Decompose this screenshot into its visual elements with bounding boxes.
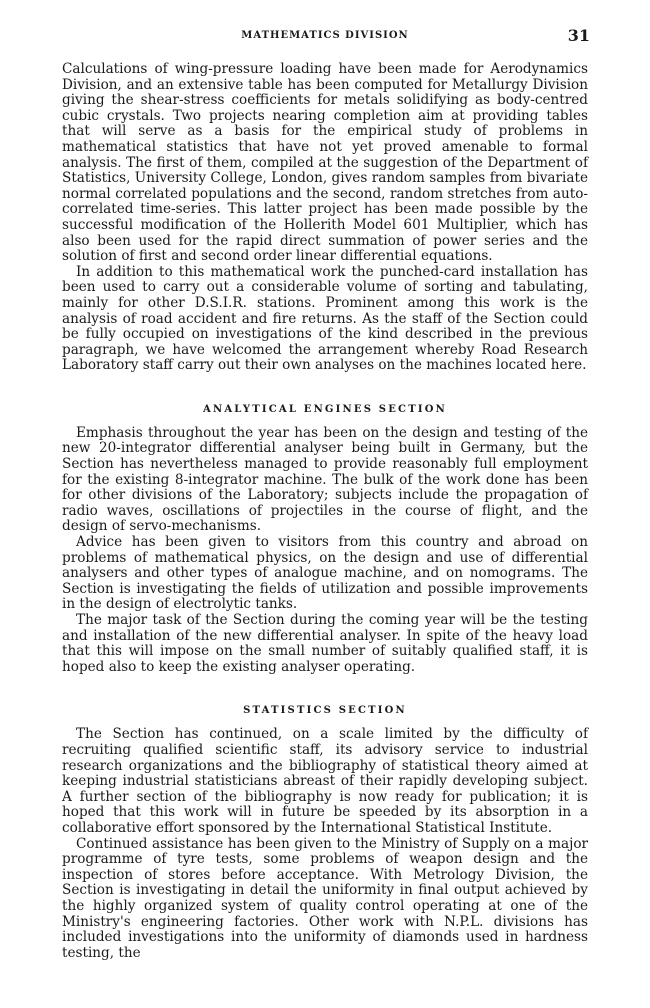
running-head: MATHEMATICS DIVISION xyxy=(241,30,409,41)
page-header xyxy=(62,26,588,46)
paragraph: Emphasis throughout the year has been on the design and testing of the new 20-integrator differential analyser being built in Germany, but the Section has nevertheless managed to provide reasonably full employment for the existing 8-integrator machine. The bulk of the work done has been for other divisions of the Laboratory; subjects include the propagation of radio waves, oscillations of projectiles in the course of flight, and the design of servo-mechanisms. xyxy=(62,424,588,535)
paragraph: The Section has continued, on a scale limited by the difficulty of recruiting qualified scientific staff, its advisory service to industrial research organizations and the bibliography of statistical theory aimed at keeping industrial statisticians abreast of their rapidly developing subject. A further section of the bibliography is now ready for publication; it is hoped that this work will in future be speeded by its absorption in a collaborative effort sponsored by the International Statistical Institute. xyxy=(62,726,588,836)
paragraph: The major task of the Section during the coming year will be the testing and installation of the new differential analyser. In spite of the heavy load that this will impose on the small number of suitably qualified staff, it is hoped also to keep the existing analyser operating. xyxy=(62,612,588,675)
paragraph: Calculations of wing-pressure loading have been made for Aerodynamics Division, and an extensive table has been computed for Metallurgy Division giving the shear-stress coefficients for metals solidifying as body-centred cubic crystals. Two projects nearing completion aim at providing tables that will serve as a basis for the empirical study of problems in mathematical statistics that have not yet proved amenable to formal analysis. The first of them, compiled at the suggestion of the Department of Statistics, University College, London, gives random samples from bivariate normal correlated populations and the second, random stretches from auto-correlated time-series. This latter project has been made possible by the successful modification of the Hollerith Model 601 Multiplier, which has also been used for the rapid direct summation of power series and the solution of first and second order linear differential equations. xyxy=(62,61,588,265)
paragraph: Advice has been given to visitors from this country and abroad on problems of mathematical physics, on the design and use of differential analysers and other types of analogue machine, and on nomograms. The Section is investigating the fields of utilization and possible improvements in the design of electrolytic tanks. xyxy=(62,534,588,613)
page-number: 31 xyxy=(567,26,590,45)
paragraph: In addition to this mathematical work the punched-card installation has been used to carry out a considerable volume of sorting and tabulating, mainly for other D.S.I.R. stations. Prominent among this work is the analysis of road accident and fire returns. As the staff of the Section could be fully occupied on investigations of the kind described in the previous paragraph, we have welcomed the arrangement whereby Road Research Laboratory staff carry out their own analyses on the machines located here. xyxy=(62,263,588,374)
body-text xyxy=(62,62,588,961)
section-heading-statistics: STATISTICS SECTION xyxy=(243,705,407,717)
document-page xyxy=(62,0,588,1008)
section-heading-analytical-engines: ANALYTICAL ENGINES SECTION xyxy=(203,403,447,415)
paragraph: Continued assistance has been given to the Ministry of Supply on a major programme of tyre tests, some problems of weapon design and the inspection of stores before acceptance. With Metrology Division, the Section is investigating in detail the uniformity in final output achieved by the highly organized system of quality control operating at one of the Ministry's engineering factories. Other work with N.P.L. divisions has included investigations into the uniformity of diamonds used in hardness testing, the xyxy=(62,835,588,961)
